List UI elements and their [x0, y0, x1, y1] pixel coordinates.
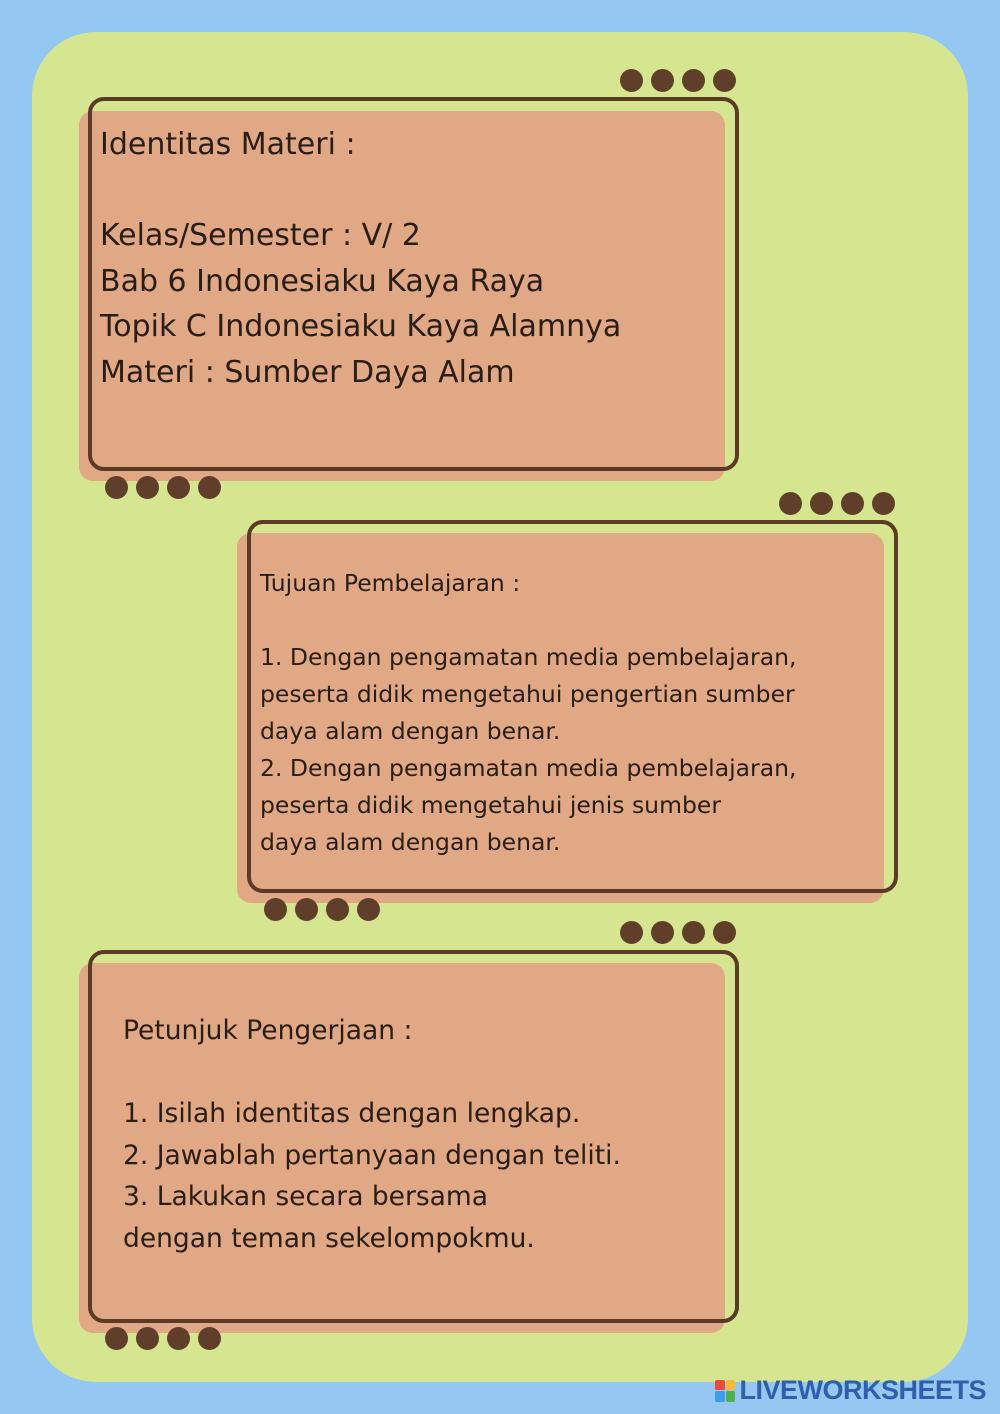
dot — [810, 492, 833, 515]
dot — [105, 476, 128, 499]
dot — [136, 476, 159, 499]
tujuan-pembelajaran-text: Tujuan Pembelajaran : 1. Dengan pengamatan media pembelajaran, peserta didik mengetahui pengertian sumber daya alam dengan benar. 2. Dengan pengamatan media pembelajaran, peserta didik mengetahui jenis sumber daya alam dengan benar. — [260, 569, 797, 856]
dot — [198, 1327, 221, 1350]
decorative-dots-top — [779, 492, 895, 515]
dot — [167, 476, 190, 499]
dot — [651, 921, 674, 944]
dot — [264, 898, 287, 921]
dot — [872, 492, 895, 515]
dot — [651, 69, 674, 92]
dot — [713, 69, 736, 92]
dot — [841, 492, 864, 515]
dot — [779, 492, 802, 515]
dot — [620, 69, 643, 92]
petunjuk-pengerjaan-text: Petunjuk Pengerjaan : 1. Isilah identitas dengan lengkap. 2. Jawablah pertanyaan dengan teliti. 3. Lakukan secara bersama dengan teman sekelompokmu. — [123, 1015, 621, 1254]
decorative-dots-top — [620, 921, 736, 944]
dot — [198, 476, 221, 499]
dot — [105, 1327, 128, 1350]
dot — [357, 898, 380, 921]
decorative-dots-bottom — [264, 898, 380, 921]
dot — [620, 921, 643, 944]
decorative-dots-bottom — [105, 1327, 221, 1350]
dot — [295, 898, 318, 921]
dot — [167, 1327, 190, 1350]
dot — [713, 921, 736, 944]
liveworksheets-logo-icon — [715, 1380, 735, 1402]
decorative-dots-bottom — [105, 476, 221, 499]
identitas-materi-text: Identitas Materi : Kelas/Semester : V/ 2 Bab 6 Indonesiaku Kaya Raya Topik C Indonesiaku Kaya Alamnya Materi : Sumber Daya Alam — [100, 127, 622, 390]
decorative-dots-top — [620, 69, 736, 92]
liveworksheets-brand[interactable] — [715, 1375, 986, 1406]
dot — [326, 898, 349, 921]
dot — [136, 1327, 159, 1350]
dot — [682, 69, 705, 92]
dot — [682, 921, 705, 944]
brand-name: LIVEWORKSHEETS — [739, 1375, 986, 1405]
